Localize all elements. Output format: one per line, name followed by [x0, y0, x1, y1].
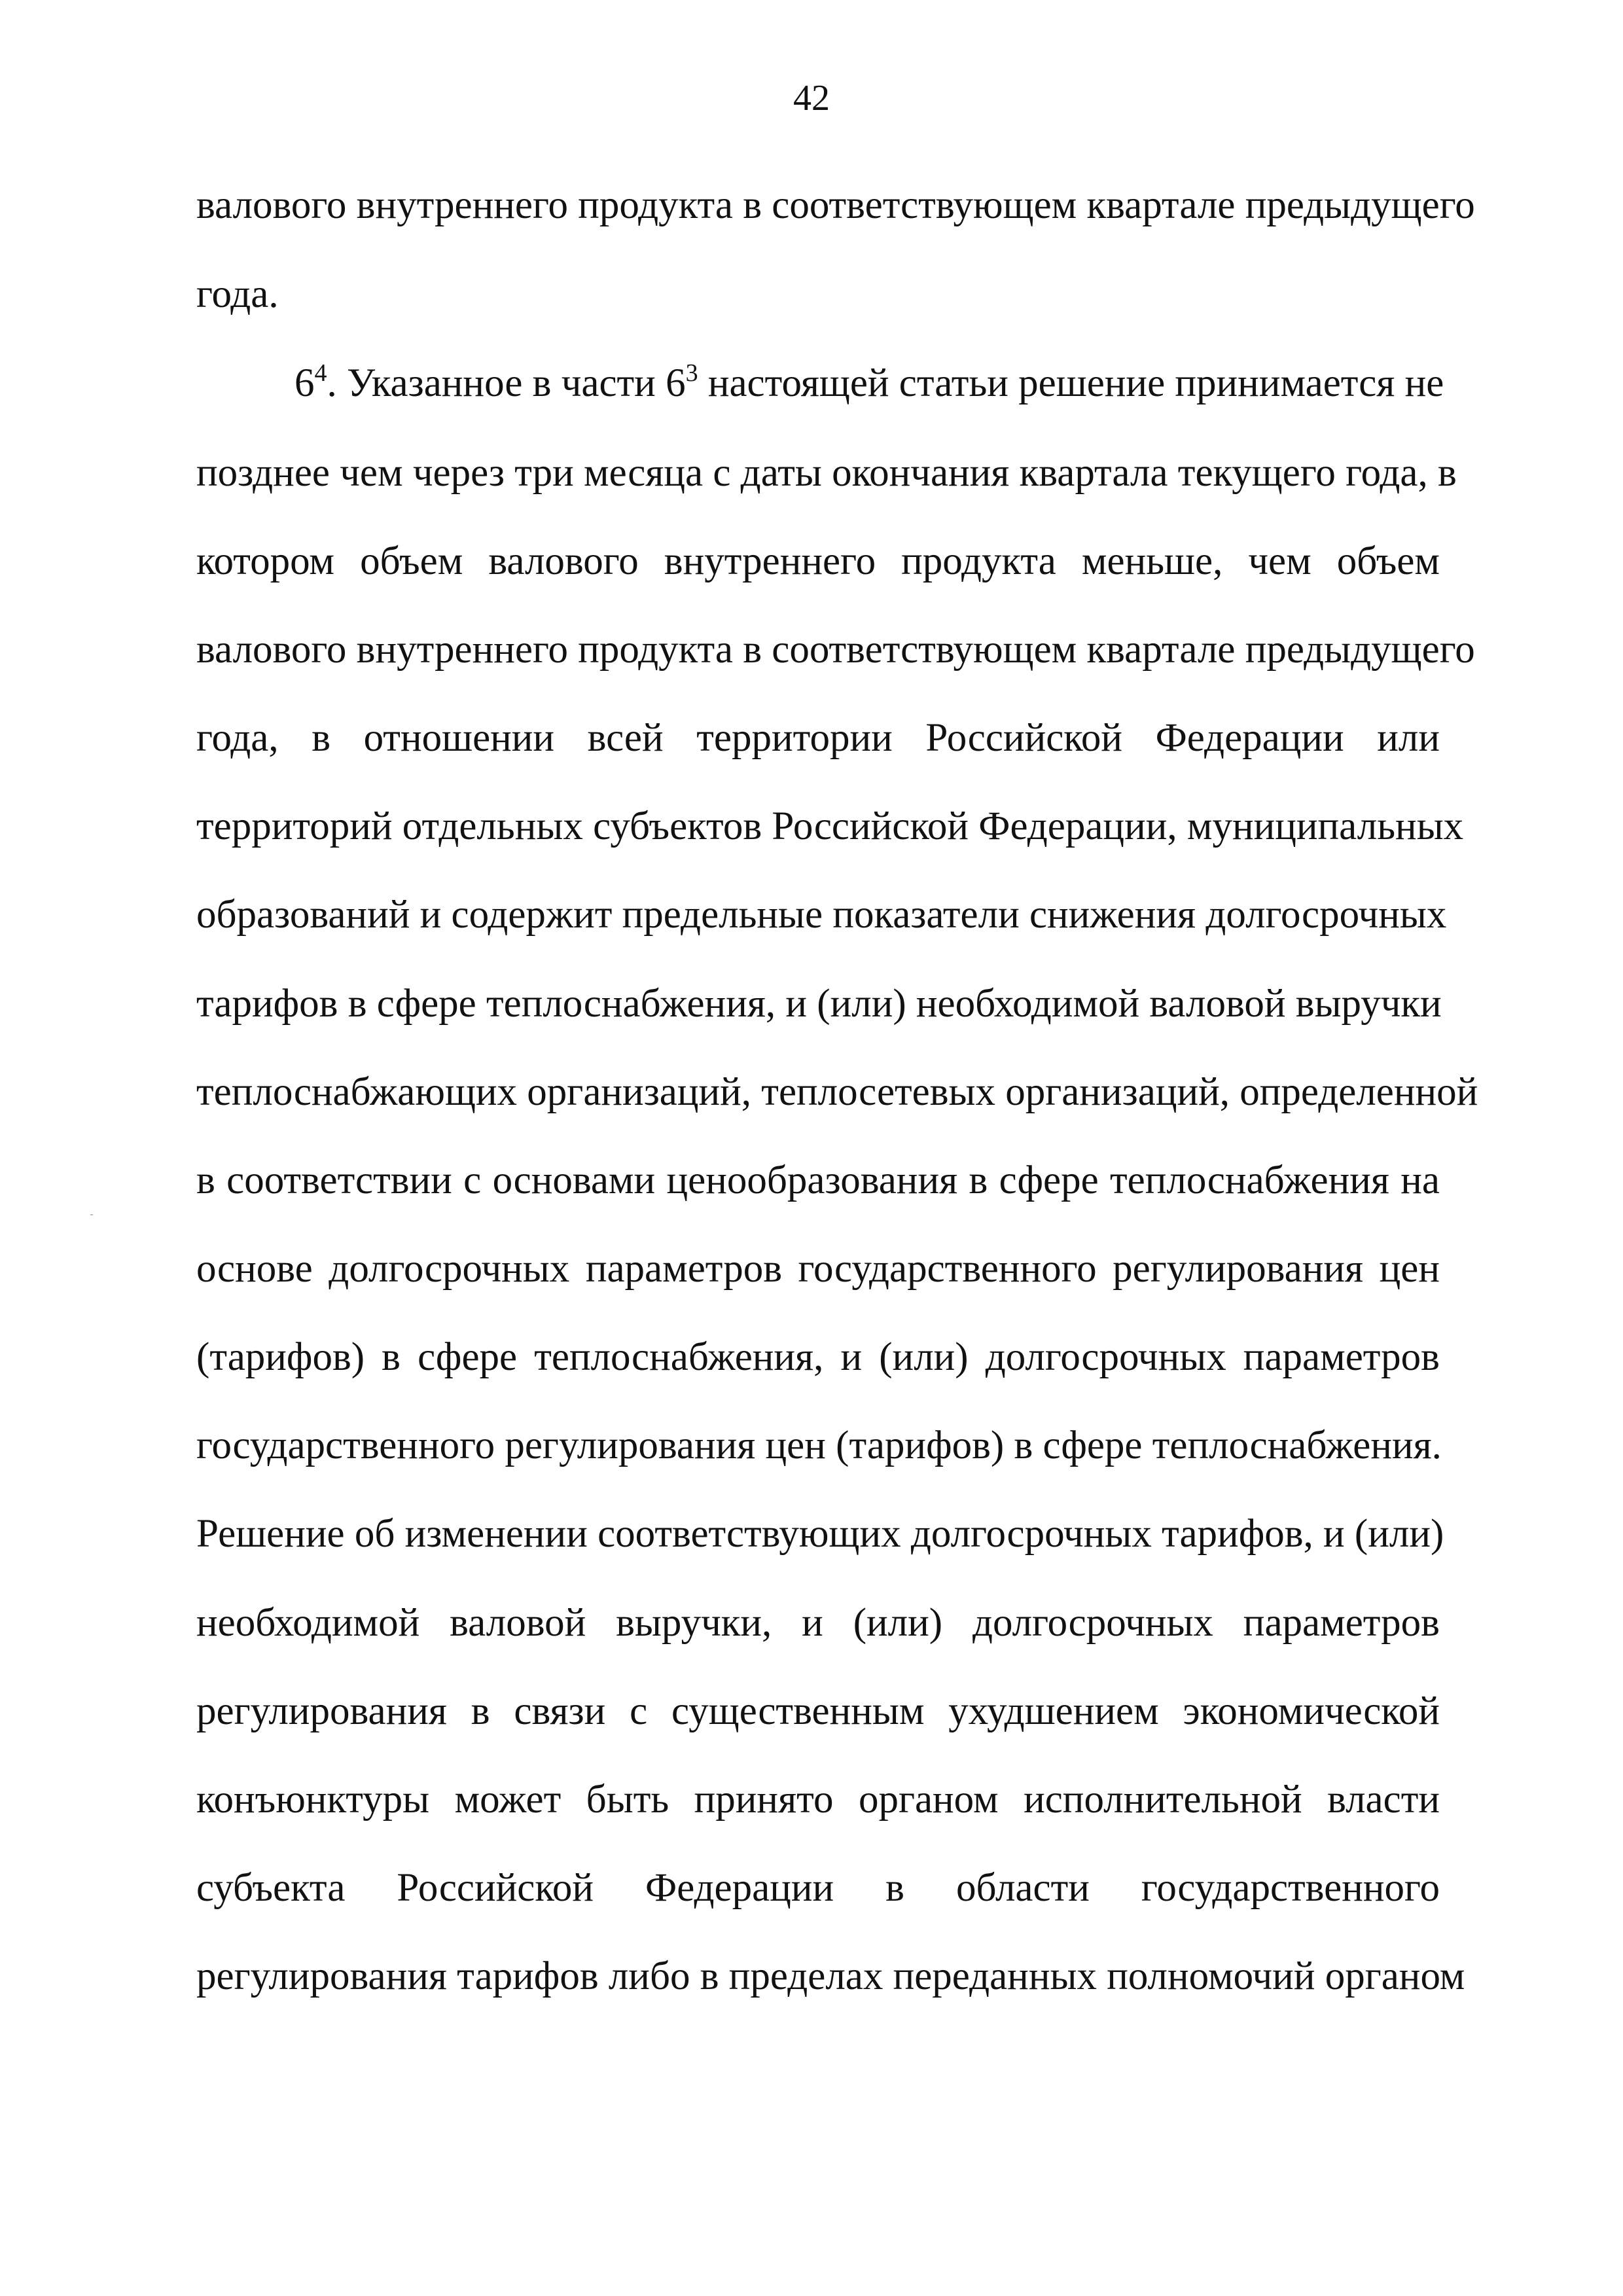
text-line: необходимой валовой выручки, и (или) долгосрочных параметров [196, 1601, 1440, 1645]
text-line: территорий отдельных субъектов Российской Федерации, муниципальных [196, 804, 1464, 848]
text-line: (тарифов) в сфере теплоснабжения, и (или) долгосрочных параметров [196, 1335, 1440, 1379]
text-line: теплоснабжающих организаций, теплосетевых организаций, определенной [196, 1070, 1478, 1114]
text-line: котором объем валового внутреннего продукта меньше, чем объем [196, 539, 1440, 583]
text-line: конъюнктуры может быть принято органом исполнительной власти [196, 1778, 1440, 1821]
text-fragment: настоящей статьи решение принимается не [698, 361, 1444, 405]
page-number: 42 [793, 78, 830, 118]
paragraph-start-line [294, 359, 1444, 405]
text-line: регулирования тарифов либо в пределах переданных полномочий органом [196, 1954, 1465, 1998]
text-line: Решение об изменении соответствующих долгосрочных тарифов, и (или) [196, 1512, 1444, 1556]
text-line: образований и содержит предельные показатели снижения долгосрочных [196, 893, 1447, 937]
reference-superscript: 3 [685, 359, 698, 387]
text-line: государственного регулирования цен (тарифов) в сфере теплоснабжения. [196, 1424, 1442, 1467]
text-line: валового внутреннего продукта в соответствующем квартале предыдущего [196, 183, 1475, 227]
scan-artifact [90, 1214, 93, 1215]
part-superscript: 4 [314, 359, 327, 387]
text-line: позднее чем через три месяца с даты окончания квартала текущего года, в [196, 451, 1457, 495]
text-line: основе долгосрочных параметров государственного регулирования цен [196, 1247, 1440, 1291]
text-line: тарифов в сфере теплоснабжения, и (или) необходимой валовой выручки [196, 982, 1442, 1026]
text-line: регулирования в связи с существенным ухудшением экономической [196, 1689, 1440, 1733]
text-line: валового внутреннего продукта в соответствующем квартале предыдущего [196, 628, 1475, 672]
text-line: субъекта Российской Федерации в области государственного [196, 1866, 1440, 1910]
text-line: года. [196, 272, 279, 316]
text-line: года, в отношении всей территории Российской Федерации или [196, 716, 1440, 760]
part-number: 6 [294, 361, 315, 405]
text-fragment: . Указанное в части 6 [327, 361, 686, 405]
text-line: в соответствии с основами ценообразования в сфере теплоснабжения на [196, 1158, 1440, 1202]
